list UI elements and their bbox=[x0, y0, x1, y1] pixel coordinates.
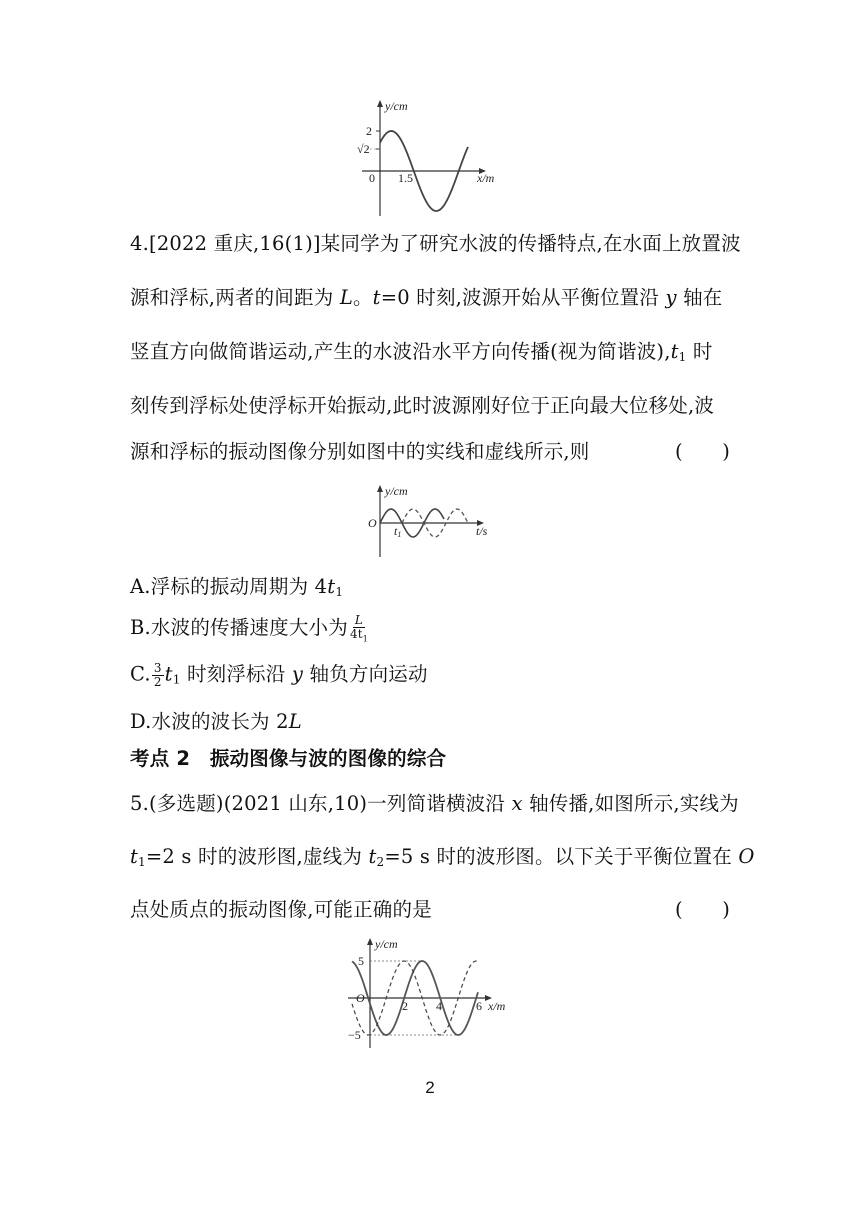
q4-text: 时 bbox=[686, 340, 713, 363]
fraction-3-over-2 bbox=[152, 662, 164, 688]
q4-line-2 bbox=[130, 286, 730, 309]
q4-text-1: 4.[2022 重庆,16(1)]某同学为了研究水波的传播特点,在水面上放置波 bbox=[130, 232, 741, 255]
var-L: L bbox=[288, 710, 302, 733]
var-L: L bbox=[339, 286, 353, 309]
q4-line-5 bbox=[130, 440, 730, 463]
tick-label-minus-5: −5 bbox=[348, 1028, 361, 1042]
tick-label-1-5: 1.5 bbox=[398, 171, 413, 185]
q5-line-1 bbox=[130, 792, 739, 815]
q5-text: 点处质点的振动图像,可能正确的是 bbox=[130, 898, 432, 921]
fraction-denominator: 2 bbox=[153, 674, 162, 689]
q4-text: 轴在 bbox=[676, 286, 723, 309]
fraction-L-over-4t1 bbox=[349, 614, 369, 643]
wave-figure-2 bbox=[338, 936, 518, 1051]
option-c bbox=[130, 662, 730, 688]
var-t1: t bbox=[327, 575, 336, 598]
var-x: x bbox=[511, 792, 523, 815]
q5-line-3 bbox=[130, 898, 730, 921]
vibration-figure bbox=[364, 483, 504, 559]
q4-line-3 bbox=[130, 340, 730, 364]
page-number: 2 bbox=[425, 1078, 435, 1097]
var-y: y bbox=[291, 662, 304, 686]
q5-text: =5 s 时的波形图。以下关于平衡位置在 bbox=[384, 845, 739, 868]
option-c-text: C. bbox=[130, 662, 151, 686]
option-a bbox=[130, 575, 730, 599]
subscript: 1 bbox=[678, 350, 687, 364]
q5-line-2 bbox=[130, 845, 755, 869]
option-d-text: D.水波的波长为 2 bbox=[130, 710, 289, 733]
q5-text: 5.(多选题)(2021 山东,10)一列简谐横波沿 bbox=[130, 792, 512, 815]
var-y: y bbox=[665, 286, 677, 309]
option-c-text: 时刻浮标沿 bbox=[180, 662, 292, 686]
q4-text: 。 bbox=[352, 286, 373, 309]
option-a-text: A.浮标的振动周期为 4 bbox=[130, 575, 328, 598]
tick-label-4: 4 bbox=[436, 999, 442, 1013]
option-b-text: B.水波的传播速度大小为 bbox=[130, 616, 348, 640]
origin-label: O bbox=[368, 516, 377, 530]
wave-figure-1 bbox=[352, 98, 512, 220]
tick-label-sqrt2: √2 bbox=[357, 142, 370, 156]
q4-text: 源和浮标的振动图像分别如图中的实线和虚线所示,则 bbox=[130, 440, 590, 463]
var-t1: t bbox=[670, 340, 679, 363]
fraction-numerator: L bbox=[354, 613, 364, 627]
y-axis-label: y/cm bbox=[385, 484, 408, 498]
subscript: 2 bbox=[376, 855, 385, 869]
x-axis-label: t/s bbox=[476, 524, 488, 538]
y-axis-label: y/cm bbox=[385, 99, 408, 113]
tick-label-2: 2 bbox=[402, 999, 408, 1013]
subscript: 1 bbox=[172, 672, 181, 687]
origin-label: 0 bbox=[369, 171, 375, 185]
subscript: 1 bbox=[335, 585, 344, 599]
origin-label: O bbox=[356, 991, 365, 1005]
answer-parentheses: ( ) bbox=[674, 440, 730, 463]
x-axis-label: x/m bbox=[488, 999, 506, 1013]
section-heading: 考点 2 振动图像与波的图像的综合 bbox=[130, 747, 447, 770]
q5-text: 轴传播,如图所示,实线为 bbox=[522, 792, 739, 815]
subscript: 1 bbox=[138, 855, 146, 869]
answer-parentheses: ( ) bbox=[674, 898, 730, 921]
fraction-numerator: 3 bbox=[153, 661, 162, 675]
q4-line-4 bbox=[130, 394, 730, 417]
option-c-text: 轴负方向运动 bbox=[303, 662, 428, 686]
q4-text: 刻传到浮标处使浮标开始振动,此时波源刚好位于正向最大位移处,波 bbox=[130, 394, 715, 417]
q4-text: 源和浮标,两者的间距为 bbox=[130, 286, 340, 309]
y-axis-label: y/cm bbox=[375, 937, 398, 951]
var-t1: t bbox=[164, 662, 173, 686]
var-O: O bbox=[738, 845, 755, 868]
q4-text: 竖直方向做简谐运动,产生的水波沿水平方向传播(视为简谐波), bbox=[130, 340, 671, 363]
t1-label: t1 bbox=[394, 524, 402, 539]
tick-label-6: 6 bbox=[476, 999, 482, 1013]
fraction-denominator: $4t_1$ bbox=[349, 626, 369, 643]
option-b bbox=[130, 614, 730, 643]
x-axis-label: x/m bbox=[477, 171, 495, 185]
var-t2: t bbox=[368, 845, 377, 868]
tick-label-5: 5 bbox=[358, 954, 364, 968]
q5-text: =2 s 时的波形图,虚线为 bbox=[145, 845, 369, 868]
option-d bbox=[130, 710, 730, 733]
q4-text: =0 时刻,波源开始从平衡位置沿 bbox=[380, 286, 666, 309]
q4-line-1 bbox=[130, 232, 741, 255]
var-t1: t bbox=[130, 845, 139, 868]
var-t: t bbox=[372, 286, 381, 309]
tick-label-2: 2 bbox=[366, 124, 372, 138]
